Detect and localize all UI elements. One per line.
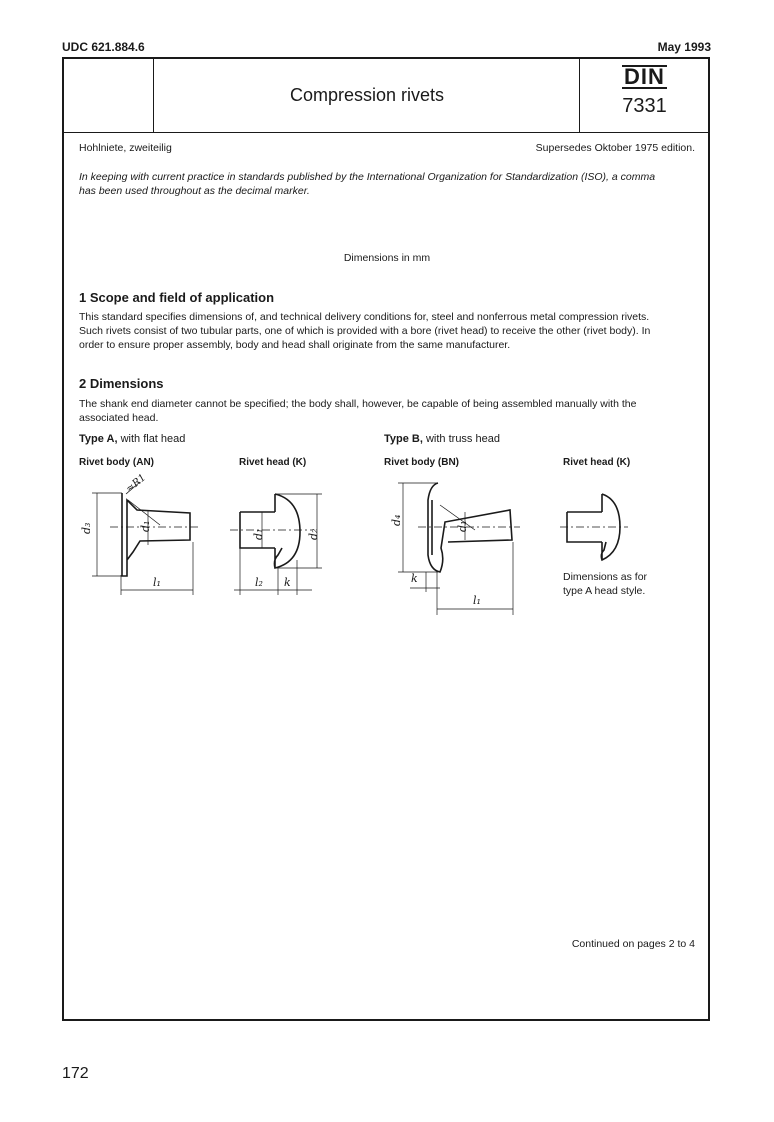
publication-date: May 1993 [657,40,711,54]
type-a-d1-label: d₁ [139,520,152,532]
type-a-rivet-body-drawing [80,472,200,595]
section-2-heading: 2 Dimensions [79,376,164,391]
continued-note: Continued on pages 2 to 4 [571,938,695,950]
type-b-label: Type B, [384,433,423,445]
iso-note-line-1: In keeping with current practice in standards published by the International Organization for Standardization (ISO), a comma [79,171,656,183]
type-a-label: Type A, [79,433,118,445]
iso-note-line-2: has been used throughout as the decimal marker. [79,185,310,197]
section-2-line-1: The shank end diameter cannot be specified; the body shall, however, be capable of being assembled manually with the [79,398,637,410]
type-b-k-label: k [411,572,418,585]
type-a-desc: with flat head [117,433,186,445]
section-1-line-1: This standard specifies dimensions of, and technical delivery conditions for, steel and nonferrous metal compression rivets. [79,311,650,323]
section-1-line-3: order to ensure proper assembly, body and head shall originate from the same manufacturer. [79,339,511,351]
document-title: Compression rivets [289,85,445,105]
head-note-line-1: Dimensions as for [563,571,648,583]
udc-number: UDC 621.884.6 [62,40,145,54]
type-b-desc: with truss head [422,433,500,445]
head-note-line-2: type A head style. [563,585,646,597]
type-a-d3-label: d₃ [80,522,93,534]
section-1-line-2: Such rivets consist of two tubular parts, one of which is provided with a bore (rivet head) to receive the other (rivet body). In [79,325,651,337]
dimensions-note: Dimensions in mm [343,252,431,264]
type-b-l1-label: l₁ [473,594,481,607]
type-b-d4-label: d₄ [390,514,403,526]
type-b-head-label: Rivet head (K) [563,457,631,468]
type-a-rivet-head-drawing [230,494,322,595]
type-b-rivet-body-drawing [390,483,520,615]
type-a-l1-label: l₁ [153,576,161,589]
type-a-body-label: Rivet body (AN) [79,457,154,468]
din-logo: DIN [624,64,665,89]
din-number: 7331 [622,95,667,117]
type-a-head-d1-label: d₁ [252,528,265,540]
type-b-d1-label: d₁ [456,520,469,532]
type-a-radius-label: ≈R1 [124,472,149,495]
type-b-rivet-head-drawing [560,494,628,560]
german-title: Hohlniete, zweiteilig [79,142,172,154]
section-1-heading: 1 Scope and field of application [79,290,275,305]
type-a-k-label: k [284,576,291,589]
type-a-l2-label: l₂ [255,576,263,589]
type-b-body-label: Rivet body (BN) [384,457,459,468]
type-a-d2-label: d₂ [307,528,320,540]
section-2-line-2: associated head. [79,412,159,424]
page-number: 172 [62,1065,89,1082]
type-a-head-label: Rivet head (K) [239,457,307,468]
supersedes-note: Supersedes Oktober 1975 edition. [535,142,695,154]
